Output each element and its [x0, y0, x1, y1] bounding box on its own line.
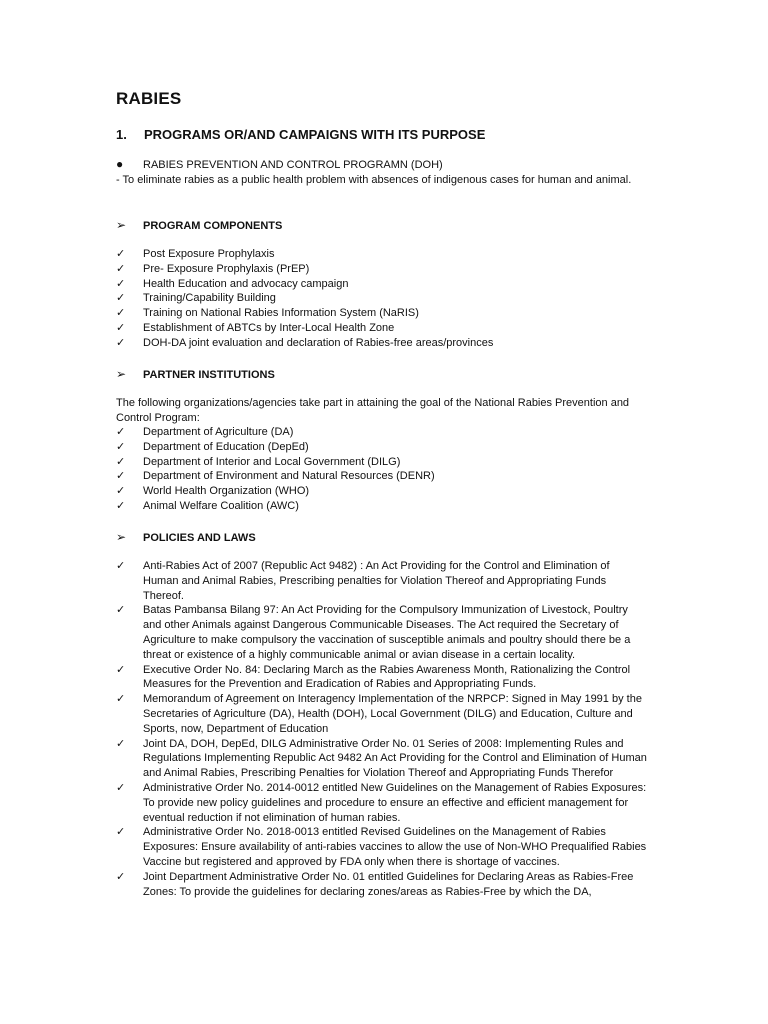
partners-list — [116, 425, 676, 514]
list-item: ✓ Department of Education (DepEd) — [116, 440, 309, 453]
section-heading-text: PROGRAMS OR/AND CAMPAIGNS WITH ITS PURPOSE — [144, 127, 486, 142]
list-item: ✓ Joint DA, DOH, DepEd, DILG Administrative Order No. 01 Series of 2008: Implementing Rules and Regulations Implementing Republic Act 9482 An Act Providing for the Control and Elimination of Human and Animal Rabies, Prescribing Penalties for Violation Thereof and Appropriating Funds Therefor — [116, 737, 647, 780]
list-item: ✓ Establishment of ABTCs by Inter-Local Health Zone — [116, 321, 395, 334]
arrow-bullet-icon: ➢ — [116, 530, 127, 544]
checkmark-icon: ✓ — [116, 292, 126, 305]
program-name: RABIES PREVENTION AND CONTROL PROGRAMN (DOH) — [143, 159, 443, 171]
checkmark-icon: ✓ — [116, 470, 126, 483]
bullet-dot-icon: ● — [116, 157, 124, 171]
checkmark-icon: ✓ — [116, 440, 126, 453]
list-item: ✓ Department of Environment and Natural Resources (DENR) — [116, 470, 435, 483]
checkmark-icon: ✓ — [116, 781, 126, 794]
partners-intro: The following organizations/agencies take part in attaining the goal of the National Rabies Prevention and Control Program: — [116, 397, 630, 424]
checkmark-icon: ✓ — [116, 336, 126, 349]
checkmark-icon: ✓ — [116, 560, 126, 572]
policies-heading-text: POLICIES AND LAWS — [143, 532, 256, 544]
checkmark-icon: ✓ — [116, 321, 126, 334]
checkmark-icon: ✓ — [116, 870, 126, 883]
checkmark-icon: ✓ — [116, 248, 126, 260]
checkmark-icon: ✓ — [116, 499, 126, 512]
list-item: ✓ Training/Capability Building — [116, 292, 276, 305]
checkmark-icon: ✓ — [116, 277, 126, 290]
list-item: ✓ Anti-Rabies Act of 2007 (Republic Act 9482) : An Act Providing for the Control and Elimination of Human and Animal Rabies, Prescribing penalties for Violation Thereof and Appropriating Funds Thereof. — [116, 560, 610, 602]
checkmark-icon: ✓ — [116, 737, 126, 750]
list-item: ✓ Department of Interior and Local Government (DILG) — [116, 455, 401, 468]
list-item: ✓ Memorandum of Agreement on Interagency Implementation of the NRPCP: Signed in May 1991 by the Secretaries of Agriculture (DA), Health (DOH), Local Government (DILG) and Education, Culture and Sports, now, Department of Education — [116, 693, 642, 735]
components-list — [116, 247, 676, 351]
checkmark-icon: ✓ — [116, 604, 126, 617]
list-item: ✓ Administrative Order No. 2014-0012 entitled New Guidelines on the Management of Rabies Exposures: To provide new policy guidelines and procedure to ensure an effective and efficient management for eventual reduction if not elimination of human rabies. — [116, 781, 647, 824]
components-heading-text: PROGRAM COMPONENTS — [143, 220, 283, 232]
program-name-line — [116, 157, 443, 171]
section-heading — [116, 127, 485, 142]
list-item: ✓ Joint Department Administrative Order No. 01 entitled Guidelines for Declaring Areas as Rabies-Free Zones: To provide the guidelines for declaring zones/areas as Rabies-Free by which the DA, — [116, 870, 634, 898]
list-item: ✓ Health Education and advocacy campaign — [116, 277, 349, 290]
list-item: ✓ World Health Organization (WHO) — [116, 485, 310, 498]
checkmark-icon: ✓ — [116, 455, 126, 468]
checkmark-icon: ✓ — [116, 826, 126, 839]
list-item: ✓ Department of Agriculture (DA) — [116, 426, 294, 438]
list-item: ✓ Administrative Order No. 2018-0013 entitled Revised Guidelines on the Management of Rabies Exposures: Ensure availability of anti-rabies vaccines to allow the use of Non-WHO Prequalified Rabies Vaccine but registered and approved by FDA only when there is shortage of vaccines. — [116, 826, 647, 868]
arrow-bullet-icon: ➢ — [116, 218, 127, 232]
policies-heading — [116, 530, 256, 544]
section-number: 1. — [116, 127, 127, 142]
components-heading — [116, 218, 282, 232]
policies-list — [116, 559, 648, 899]
checkmark-icon: ✓ — [116, 485, 126, 498]
partners-heading — [116, 367, 275, 381]
list-item: ✓ Post Exposure Prophylaxis — [116, 248, 275, 260]
checkmark-icon: ✓ — [116, 307, 126, 320]
arrow-bullet-icon: ➢ — [116, 367, 127, 381]
list-item: ✓ Executive Order No. 84: Declaring March as the Rabies Awareness Month, Rationalizing the Control Measures for the Prevention and Eradication of Rabies and Appropriating Funds. — [116, 663, 631, 691]
document-title: RABIES — [116, 89, 182, 108]
list-item: ✓ DOH-DA joint evaluation and declaration of Rabies-free areas/provinces — [116, 336, 494, 349]
checkmark-icon: ✓ — [116, 693, 126, 706]
checkmark-icon: ✓ — [116, 262, 126, 275]
program-purpose: - To eliminate rabies as a public health problem with absences of indigenous cases for human and animal. — [116, 174, 632, 186]
checkmark-icon: ✓ — [116, 426, 126, 438]
partners-heading-text: PARTNER INSTITUTIONS — [143, 369, 275, 381]
list-item: ✓ Batas Pambansa Bilang 97: An Act Providing for the Compulsory Immunization of Livestock, Poultry and other Animals against Dangerous Communicable Diseases. The Act required the Secretary of Agriculture to make compulsory the vaccination of susceptible animals and poultry should there be a threat or existence of a highly communicable animal or avian disease in a certain locality. — [116, 604, 631, 661]
checkmark-icon: ✓ — [116, 663, 126, 676]
list-item: ✓ Animal Welfare Coalition (AWC) — [116, 499, 299, 512]
list-item: ✓ Training on National Rabies Information System (NaRIS) — [116, 307, 419, 320]
list-item: ✓ Pre- Exposure Prophylaxis (PrEP) — [116, 262, 310, 275]
